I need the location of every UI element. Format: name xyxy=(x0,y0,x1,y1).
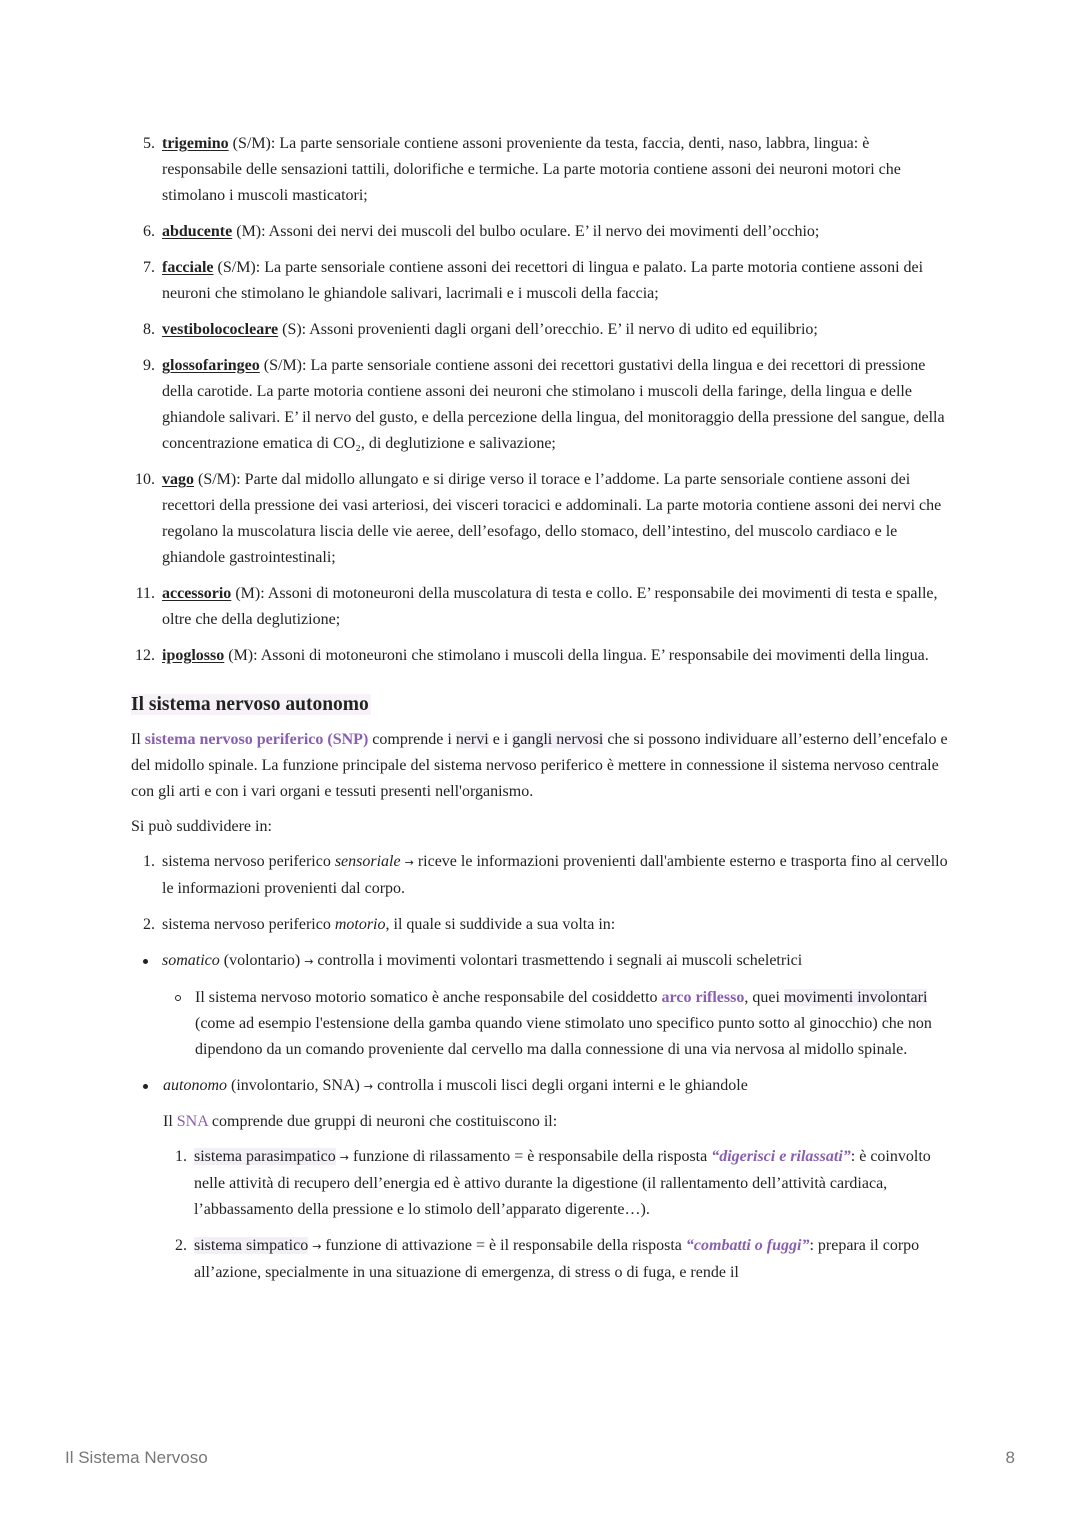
arrow-icon: → xyxy=(339,1151,349,1164)
list-item: 9. glossofaringeo (S/M): La parte sensoriale contiene assoni dei recettori gustativi della lingua e dei recettori di pressione della carotide. La parte motoria contiene assoni dei neuroni che stimolano i muscoli della faringe, della lingua e delle ghiandole salivari. E’ il nervo del gusto, e della percezione della lingua, del monitoraggio della pressione del sangue, della concentrazione ematica di CO₂, di deglutizione e salivazione; xyxy=(143,357,945,452)
snp-division-list xyxy=(131,849,951,1286)
list-item-riflesso: Il sistema nervoso motorio somatico è anche responsabile del cosiddetto arco riflesso, quei movimenti involontari (come ad esempio l'estensione della gamba quando viene stimolato uno specifico punto sotto al ginocchio) che non dipendono da un comando proveniente dal cervello ma dalla connessione di una via nervosa al midollo spinale. xyxy=(163,985,951,1063)
footer-title: Il Sistema Nervoso xyxy=(65,1448,208,1467)
sna-list xyxy=(163,1144,951,1286)
nerve-name: trigemino xyxy=(162,135,229,152)
arrow-icon: → xyxy=(312,1240,322,1253)
nerve-name: glossofaringeo xyxy=(162,357,260,374)
page-content xyxy=(131,131,951,1296)
section-heading: Il sistema nervoso autonomo xyxy=(131,694,369,715)
simpatico-term: sistema simpatico xyxy=(194,1237,309,1254)
arco-riflesso-term: arco riflesso xyxy=(661,989,745,1006)
list-item: 11. accessorio (M): Assoni di motoneuroni della muscolatura di testa e collo. E’ responsabile dei movimenti di testa e spalle, oltre che della deglutizione; xyxy=(135,585,938,628)
nerve-description: (M): Assoni di motoneuroni che stimolano i muscoli della lingua. E’ responsabile dei movimenti della lingua. xyxy=(224,647,929,664)
list-item-simpatico: 2. sistema simpatico → funzione di attivazione = è il responsabile della risposta “combatti o fuggi”: prepara il corpo all’azione, specialmente in una situazione di emergenza, di stress o di fuga, e rende il xyxy=(175,1237,920,1281)
list-item-autonomo: autonomo (involontario, SNA) → controlla i muscoli lisci degli organi interni e le ghiandole Il SNA comprende due gruppi di neuroni che costituiscono il: 1. sistema parasimpatico → funzione di rilassamento = è responsabile della risposta “digerisci e rilassati”: è coinvolto nelle attività di recupero dell’energia ed è attivo durante la digestione (il rallentamento dell’attività cardiaca, l’abbassamento della pressione e lo stimolo dell’apparato digerente…). 2. sistema simpatico → funzione di attivazione = è il responsabile della risposta “combatti o fuggi”: prepara il corpo all’azione, specialmente in una situazione di emergenza, di stress o di fuga, e rende il xyxy=(131,1073,951,1286)
simpatico-quote: “combatti o fuggi” xyxy=(685,1237,810,1254)
page-number: 8 xyxy=(1005,1448,1015,1467)
nerve-description: (M): Assoni di motoneuroni della muscolatura di testa e collo. E’ responsabile dei movimenti di testa e spalle, oltre che della deglutizione; xyxy=(162,585,938,628)
nerve-name: abducente xyxy=(162,223,233,240)
nerve-name: vago xyxy=(162,471,194,488)
gangli-term: gangli nervosi xyxy=(512,731,604,748)
nerve-description: (S/M): Parte dal midollo allungato e si dirige verso il torace e l’addome. La parte sensoriale contiene assoni dei recettori della pressione dei vasi arteriosi, dei visceri toracici e addominali. La parte motoria contiene assoni dei nervi che regolano la muscolatura liscia delle vie aeree, dell’esofago, dello stomaco, dell’intestino, del muscolo cardiaco e le ghiandole gastrointestinali; xyxy=(162,471,942,566)
list-item: 6. abducente (M): Assoni dei nervi dei muscoli del bulbo oculare. E’ il nervo dei movimenti dell’occhio; xyxy=(143,223,820,240)
subdivide-text: Si può suddividere in: xyxy=(131,818,272,835)
motorio-sublist xyxy=(131,948,951,1286)
list-item-somatico: somatico (volontario) → controlla i movimenti volontari trasmettendo i segnali ai muscoli scheletrici Il sistema nervoso motorio somatico è anche responsabile del cosiddetto arco riflesso, quei movimenti involontari (come ad esempio l'estensione della gamba quando viene stimolato uno specifico punto sotto al ginocchio) che non dipendono da un comando proveniente dal cervello ma dalla connessione di una via nervosa al midollo spinale. xyxy=(131,948,951,1063)
nerve-description: (S/M): La parte sensoriale contiene assoni dei recettori di lingua e palato. La parte motoria contiene assoni dei neuroni che stimolano le ghiandole salivari, lacrimali e i muscoli della faccia; xyxy=(162,259,924,302)
arrow-icon: → xyxy=(304,955,314,968)
somatico-sublist xyxy=(163,985,951,1063)
sna-line: Il SNA comprende due gruppi di neuroni che costituiscono il: xyxy=(163,1113,558,1130)
nerve-name: facciale xyxy=(162,259,214,276)
nerve-name: vestibolococleare xyxy=(162,321,279,338)
arrow-icon: → xyxy=(404,856,414,869)
circle-bullet-icon xyxy=(175,995,181,1001)
intro-paragraph: Il sistema nervoso periferico (SNP) comprende i nervi e i gangli nervosi che si possono individuare all’esterno dell’encefalo e del midollo spinale. La funzione principale del sistema nervoso periferico è mettere in connessione il sistema nervoso centrale con gli arti e con i vari organi e tessuti presenti nell'organismo. xyxy=(131,731,948,800)
nervi-term: nervi xyxy=(455,731,489,748)
nerve-description: (S/M): La parte sensoriale contiene assoni proveniente da testa, faccia, denti, naso, labbra, lingua: è responsabile delle sensazioni tattili, dolorifiche e termiche. La parte motoria contiene assoni dei neuroni motori che stimolano i muscoli masticatori; xyxy=(162,135,901,204)
nerve-name: ipoglosso xyxy=(162,647,225,664)
list-item: 8. vestibolococleare (S): Assoni provenienti dagli organi dell’orecchio. E’ il nervo di udito ed equilibrio; xyxy=(143,321,818,338)
list-item: 12. ipoglosso (M): Assoni di motoneuroni che stimolano i muscoli della lingua. E’ responsabile dei movimenti della lingua. xyxy=(135,647,929,664)
cranial-nerves-list xyxy=(131,131,951,669)
list-item-sensoriale: 1. sistema nervoso periferico sensoriale → riceve le informazioni provenienti dall'ambiente esterno e trasporta fino al cervello le informazioni provenienti dal corpo. xyxy=(143,853,948,897)
parasimpatico-term: sistema parasimpatico xyxy=(194,1148,336,1165)
list-item: 10. vago (S/M): Parte dal midollo allungato e si dirige verso il torace e l’addome. La parte sensoriale contiene assoni dei recettori della pressione dei vasi arteriosi, dei visceri toracici e addominali. La parte motoria contiene assoni dei nervi che regolano la muscolatura liscia delle vie aeree, dell’esofago, dello stomaco, dell’intestino, del muscolo cardiaco e le ghiandole gastrointestinali; xyxy=(135,471,942,566)
sna-term: SNA xyxy=(176,1113,208,1130)
parasimpatico-quote: “digerisci e rilassati” xyxy=(711,1148,851,1165)
movimenti-involontari-term: movimenti involontari xyxy=(783,989,928,1006)
snp-term: sistema nervoso periferico (SNP) xyxy=(144,731,369,748)
arrow-icon: → xyxy=(363,1080,374,1093)
list-item-parasimpatico: 1. sistema parasimpatico → funzione di rilassamento = è responsabile della risposta “digerisci e rilassati”: è coinvolto nelle attività di recupero dell’energia ed è attivo durante la digestione (il rallentamento dell’attività cardiaca, l’abbassamento della pressione e lo stimolo dell’apparato digerente…). xyxy=(175,1148,931,1218)
nerve-description: (S/M): La parte sensoriale contiene assoni dei recettori gustativi della lingua e dei recettori di pressione della carotide. La parte motoria contiene assoni dei neuroni che stimolano i muscoli della faringe, della lingua e delle ghiandole salivari. E’ il nervo del gusto, e della percezione della lingua, del monitoraggio della pressione del sangue, della concentrazione ematica di CO₂, di deglutizione e salivazione; xyxy=(162,357,945,452)
list-item: 5. trigemino (S/M): La parte sensoriale contiene assoni proveniente da testa, faccia, denti, naso, labbra, lingua: è responsabile delle sensazioni tattili, dolorifiche e termiche. La parte motoria contiene assoni dei neuroni motori che stimolano i muscoli masticatori; xyxy=(143,135,901,204)
list-item: 7. facciale (S/M): La parte sensoriale contiene assoni dei recettori di lingua e palato. La parte motoria contiene assoni dei neuroni che stimolano le ghiandole salivari, lacrimali e i muscoli della faccia; xyxy=(143,259,924,302)
bullet-icon xyxy=(143,1084,148,1089)
nerve-description: (S): Assoni provenienti dagli organi dell’orecchio. E’ il nervo di udito ed equilibrio; xyxy=(278,321,818,338)
list-item-motorio: 2. sistema nervoso periferico motorio, il quale si suddivide a sua volta in: somatico (volontario) → controlla i movimenti volontari trasmettendo i segnali ai muscoli scheletrici Il sistema nervoso motorio somatico è anche responsabile del cosiddetto arco riflesso, quei movimenti involontari (come ad esempio l'estensione della gamba quando viene stimolato uno specifico punto sotto al ginocchio) che non dipendono da un comando proveniente dal cervello ma dalla connessione di una via nervosa al midollo spinale. autonomo (involontario, SNA) → controlla i muscoli lisci degli organi interni e le ghiandole Il SNA comprende due gruppi di neuroni che costituiscono il: 1. sistema parasimpatico → funzione di rilassamento = è responsabile della risposta “digerisci e rilassati”: è coinvolto nelle attività di recupero dell’energia ed è attivo durante la digestione (il rallentamento dell’attività cardiaca, l’abbassamento della pressione e lo stimolo dell’apparato digerente…). 2. sistema simpatico → funzione di attivazione = è il responsabile della risposta “combatti o fuggi”: prepara il corpo all’azione, specialmente in una situazione di emergenza, di stress o di fuga, e rende il xyxy=(131,912,951,1286)
nerve-description: (M): Assoni dei nervi dei muscoli del bulbo oculare. E’ il nervo dei movimenti dell’occhio; xyxy=(232,223,820,240)
nerve-name: accessorio xyxy=(162,585,232,602)
bullet-icon xyxy=(143,959,148,964)
